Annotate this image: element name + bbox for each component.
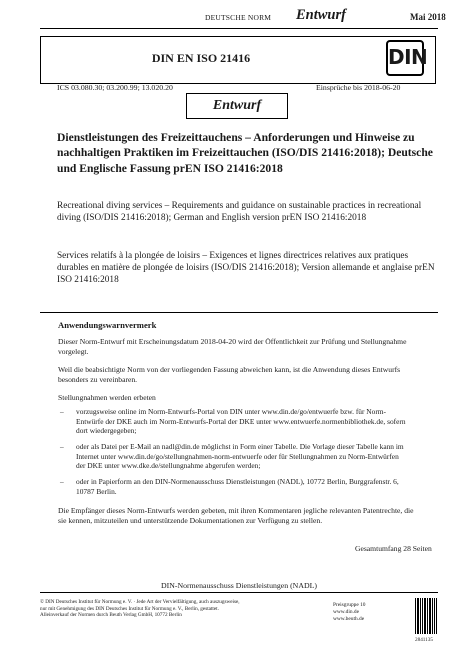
issue-date: Mai 2018	[410, 12, 446, 22]
price-info	[333, 602, 405, 622]
website-din: www.din.de	[333, 608, 359, 615]
draft-status-label: Entwurf	[296, 7, 346, 23]
committee-name: DIN-Normenausschuss Dienstleistungen (NADL)	[161, 581, 317, 590]
bullet-dash: –	[60, 477, 64, 486]
bullet-dash: –	[60, 407, 64, 416]
warning-paragraph: Dieser Norm-Entwurf mit Erscheinungsdatum 2018-04-20 wird der Öffentlichkeit zur Prüfung und Stellungnahme vorgelegt.	[58, 337, 407, 356]
draft-stamp: Entwurf	[186, 93, 288, 119]
copyright-line: Alleinverkauf der Normen durch Beuth Verlag GmbH, 10772 Berlin	[40, 612, 182, 619]
bottom-divider	[40, 592, 438, 593]
title-english: Recreational diving services – Requirements and guidance on sustainable practices in recreational diving (ISO/DIS 21416:2018); German and English version prEN ISO 21416:2018	[57, 201, 422, 224]
norm-type-label: DEUTSCHE NORM	[205, 13, 272, 22]
warning-heading: Anwendungswarnvermerk	[58, 320, 157, 330]
warning-paragraph: Weil die beabsichtigte Norm von der vorliegenden Fassung abweichen kann, ist die Anwendung dieses Entwurfs besonders zu vereinbaren.	[58, 365, 401, 384]
list-item	[60, 477, 408, 496]
warning-divider	[40, 312, 438, 313]
bullet-dash: –	[60, 442, 64, 451]
list-item	[60, 442, 408, 471]
patent-notice: Die Empfänger dieses Norm-Entwurfs werden gebeten, mit ihren Kommentaren jegliche relevanten Patentrechte, die sie kennen, mitzuteilen und unterstützende Dokumentationen zur Verfügung zu stellen.	[58, 506, 414, 525]
copyright-line: nur mit Genehmigung des DIN Deutsches Institut für Normung e. V., Berlin, gestattet.	[40, 605, 219, 612]
list-item-text: oder in Papierform an den DIN-Normenausschuss Dienstleistungen (NADL), 10772 Berlin, Burggrafenstr. 6, 10787 Berlin.	[76, 477, 399, 496]
list-item	[60, 407, 408, 436]
comments-intro: Stellungnahmen werden erbeten	[58, 393, 156, 402]
barcode-icon	[415, 598, 437, 634]
page-count: Gesamtumfang 28 Seiten	[355, 544, 432, 553]
ics-codes: ICS 03.080.30; 03.200.99; 13.020.20	[57, 83, 173, 92]
top-divider	[40, 28, 438, 29]
standard-number: DIN EN ISO 21416	[151, 51, 251, 65]
price-group: Preisgruppe 10	[333, 602, 366, 608]
list-item-text: vorzugsweise online im Norm-Entwurfs-Portal von DIN unter www.din.de/go/entwuerfe bzw. für Norm-Entwürfe der DKE auch im Norm-Entwurfs-Portal der DKE unter www.entwuerfe.normenbibliothek.de, sofern dort wiedergegeben;	[76, 407, 406, 436]
website-beuth: www.beuth.de	[333, 615, 365, 622]
document-number: 2841135	[415, 637, 433, 643]
objection-deadline: Einsprüche bis 2018-06-20	[316, 83, 401, 92]
copyright-line: © DIN Deutsches Institut für Normung e. V. · Jede Art der Vervielfältigung, auch auszugsweise,	[40, 599, 240, 605]
title-french: Services relatifs à la plongée de loisirs – Exigences et lignes directrices relatives aux pratiques durables en matière de plongée de loisirs (ISO/DIS 21416:2018); Version allemande et anglaise prEN ISO 21416:2018	[57, 251, 435, 286]
standard-header-frame	[40, 36, 436, 84]
din-logo-icon: DIN	[386, 40, 424, 76]
copyright-notice	[40, 599, 310, 619]
title-german: Dienstleistungen des Freizeittauchens – Anforderungen und Hinweise zu nachhaltigen Praktiken im Freizeittauchen (ISO/DIS 21416:2018); Deutsche und Englische Fassung prEN ISO 21416:2018	[57, 131, 433, 175]
list-item-text: oder als Datei per E-Mail an nadl@din.de möglichst in Form einer Tabelle. Die Vorlage dieser Tabelle kann im Internet unter www.din.de/go/stellungnahmen-norm-entwuerfe oder für Stellungnahmen zu Norm-Entwürfen der DKE unter www.dke.de/stellungnahme abgerufen werden;	[76, 442, 404, 471]
